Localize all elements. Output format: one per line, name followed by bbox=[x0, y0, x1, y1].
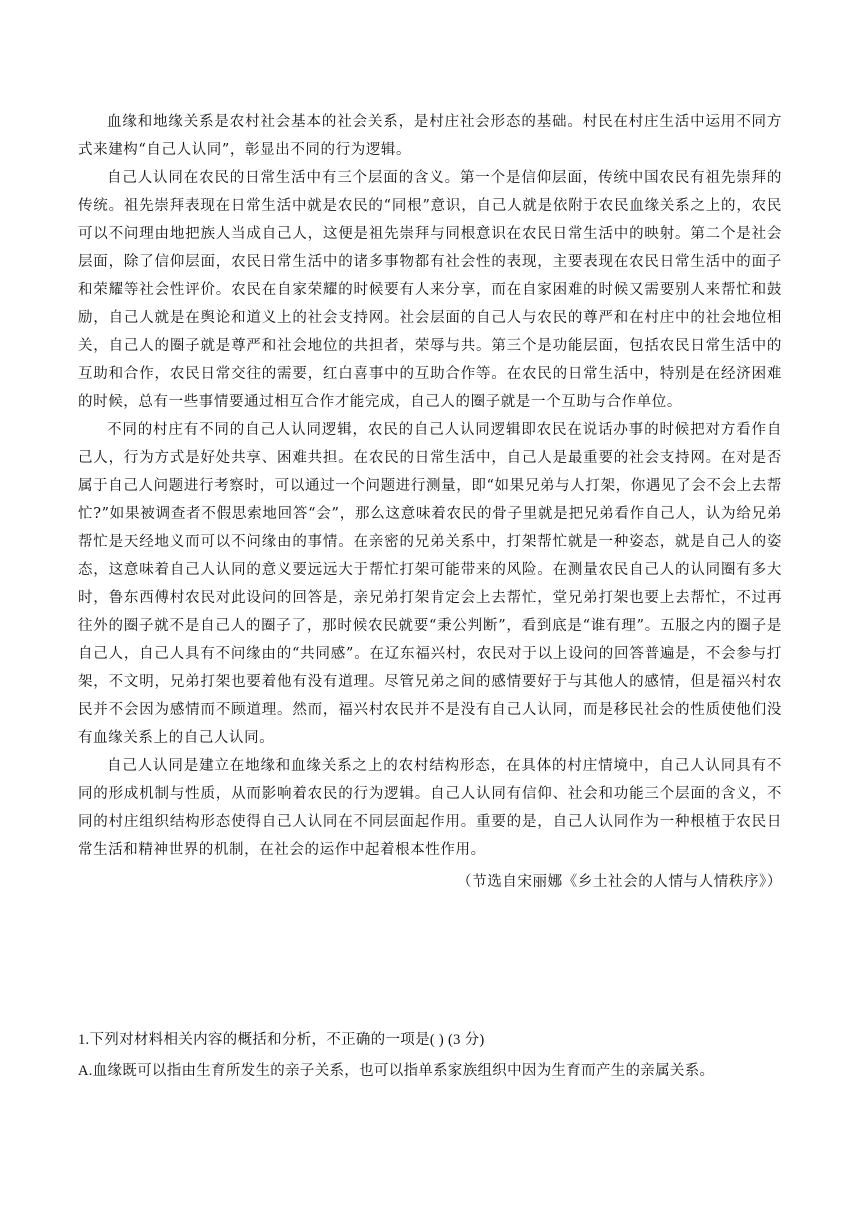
question-stem: 1.下列对材料相关内容的概括和分析，不正确的一项是( ) (3 分) bbox=[78, 1032, 485, 1048]
option-a: A.血缘既可以指由生育所发生的亲子关系，也可以指单系家族组织中因为生育而产生的亲属关系。 bbox=[78, 1063, 715, 1079]
passage-paragraph-4: 自己人认同是建立在地缘和血缘关系之上的农村结构形态，在具体的村庄情境中，自己人认同具有不同的形成机制与性质，从而影响着农民的行为逻辑。自己人认同有信仰、社会和功能三个层面的含义，不同的村庄组织结构形态使得自己人认同在不同层面起作用。重要的是，自己人认同作为一种根植于农民日常生活和精神世界的机制，在社会的运作中起着根本性作用。 bbox=[78, 758, 782, 858]
passage-paragraph-2: 自己人认同在农民的日常生活中有三个层面的含义。第一个是信仰层面，传统中国农民有祖先崇拜的传统。祖先崇拜表现在日常生活中就是农民的“同根”意识，自己人就是依附于农民血缘关系之上的，农民可以不问理由地把族人当成自己人，这便是祖先崇拜与同根意识在农民日常生活中的映射。第二个是社会层面，除了信仰层面，农民日常生活中的诸多事物都有社会性的表现，主要表现在农民日常生活中的面子和荣耀等社会性评价。农民在自家荣耀的时候要有人来分享，而在自家困难的时候又需要别人来帮忙和鼓励，自己人就是在舆论和道义上的社会支持网。社会层面的自己人与农民的尊严和在村庄中的社会地位相关，自己人的圈子就是尊严和社会地位的共担者，荣辱与共。第三个是功能层面，包括农民日常生活中的互助和合作，农民日常交往的需要，红白喜事中的互助合作等。在农民的日常生活中，特别是在经济困难的时候，总有一些事情要通过相互合作才能完成，自己人的圈子就是一个互助与合作单位。 bbox=[78, 170, 782, 410]
reading-passage bbox=[78, 108, 782, 896]
question-1 bbox=[78, 1025, 782, 1087]
passage-paragraph-1: 血缘和地缘关系是农村社会基本的社会关系，是村庄社会形态的基础。村民在村庄生活中运用不同方式来建构“自己人认同”，彰显出不同的行为逻辑。 bbox=[78, 114, 782, 158]
passage-source: （节选自宋丽娜《乡土社会的人情与人情秩序》） bbox=[457, 874, 782, 890]
passage-paragraph-3: 不同的村庄有不同的自己人认同逻辑，农民的自己人认同逻辑即农民在说话办事的时候把对方看作自己人，行为方式是好处共享、困难共担。在农民的日常生活中，自己人是最重要的社会支持网。在对是否属于自己人问题进行考察时，可以通过一个问题进行测量，即“如果兄弟与人打架，你遇见了会不会上去帮忙?”如果被调查者不假思索地回答“会”，那么这意味着农民的骨子里就是把兄弟看作自己人，认为给兄弟帮忙是天经地义而可以不问缘由的事情。在亲密的兄弟关系中，打架帮忙就是一种姿态，就是自己人的姿态，这意味着自己人认同的意义要远远大于帮忙打架可能带来的风险。在测量农民自己人的认同圈有多大时，鲁东西傅村农民对此设问的回答是，亲兄弟打架肯定会上去帮忙，堂兄弟打架也要上去帮忙，不过再往外的圈子就不是自己人的圈子了，那时候农民就要“秉公判断”，看到底是“谁有理”。五服之内的圈子是自己人，自己人具有不问缘由的“共同感”。在辽东福兴村，农民对于以上设问的回答普遍是，不会参与打架，不文明，兄弟打架也要着他有没有道理。尽管兄弟之间的感情要好于与其他人的感情，但是福兴村农民并不会因为感情而不顾道理。然而，福兴村农民并不是没有自己人认同，而是移民社会的性质使他们没有血缘关系上的自己人认同。 bbox=[78, 422, 782, 746]
